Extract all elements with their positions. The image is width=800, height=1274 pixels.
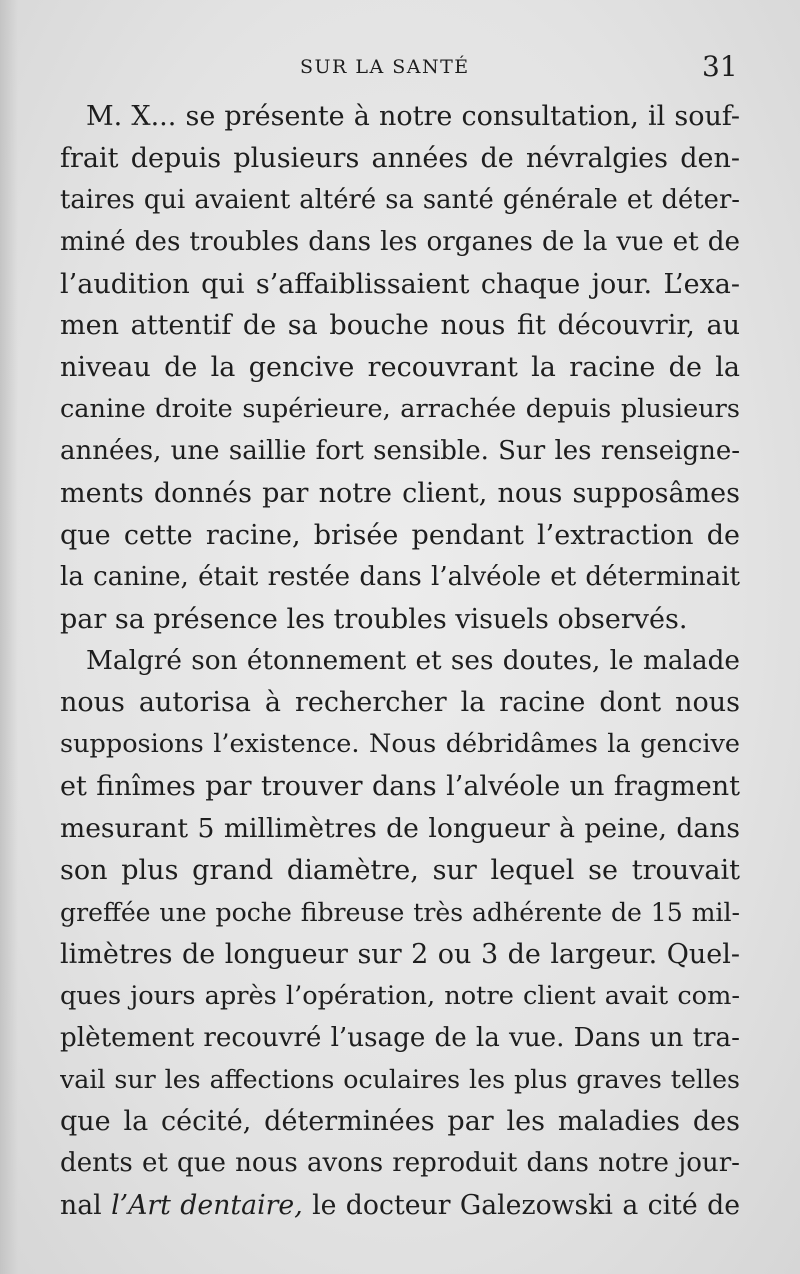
text-line: et finîmes par trouver dans l’alvéole un fragment (60, 771, 740, 803)
text-line: Malgré son étonnement et ses doutes, le malade (86, 645, 740, 676)
page-gutter-shadow (0, 0, 18, 1274)
text-line: miné des troubles dans les organes de la vue et de (60, 226, 740, 257)
text-line: que la cécité, déterminées par les maladies des (60, 1106, 740, 1138)
text-line: son plus grand diamètre, sur lequel se trouvait (60, 855, 740, 887)
page-header (0, 50, 800, 90)
text-line: l’audition qui s’affaiblissaient chaque jour. L’exa- (60, 268, 740, 300)
text-line: taires qui avaient altéré sa santé générale et déter- (60, 184, 740, 215)
text-line: plètement recouvré l’usage de la vue. Dans un tra- (60, 1022, 740, 1053)
citation-suffix: le docteur Galezowski a cité de (302, 1190, 740, 1222)
text-line: frait depuis plusieurs années de névralgies den- (60, 142, 740, 174)
text-line-journal-citation (60, 1185, 740, 1227)
body-text (60, 96, 740, 1227)
text-line-paragraph-end: par sa présence les troubles visuels observés. (60, 603, 688, 635)
text-line: limètres de longueur sur 2 ou 3 de largeur. Quel- (60, 938, 740, 970)
text-line: dents et que nous avons reproduit dans notre jour- (60, 1148, 740, 1179)
text-line: la canine, était restée dans l’alvéole et déterminait (60, 561, 740, 592)
text-line: mesurant 5 millimètres de longueur à peine, dans (60, 813, 740, 845)
text-line: ques jours après l’opération, notre client avait com- (60, 980, 740, 1011)
text-line: années, une saillie fort sensible. Sur les renseigne- (60, 436, 740, 467)
journal-title: l’Art dentaire, (111, 1190, 303, 1222)
text-line: que cette racine, brisée pendant l’extraction de (60, 519, 740, 551)
text-line: greffée une poche fibreuse très adhérente de 15 mil- (60, 897, 740, 927)
citation-prefix: nal (60, 1190, 112, 1222)
page-number: 31 (702, 50, 738, 83)
running-title: SUR LA SANTÉ (300, 56, 470, 78)
text-line: supposions l’existence. Nous débridâmes la gencive (60, 729, 740, 760)
text-line: men attentif de sa bouche nous fit découvrir, au (60, 310, 740, 342)
text-line: niveau de la gencive recouvrant la racine de la (60, 352, 740, 384)
text-line: ments donnés par notre client, nous supposâmes (60, 478, 740, 510)
text-line: M. X... se présente à notre consultation, il souf- (86, 101, 740, 132)
text-line: nous autorisa à rechercher la racine dont nous (60, 687, 740, 719)
text-line: canine droite supérieure, arrachée depuis plusieurs (60, 394, 740, 425)
text-line: vail sur les affections oculaires les plus graves telles (60, 1065, 740, 1095)
